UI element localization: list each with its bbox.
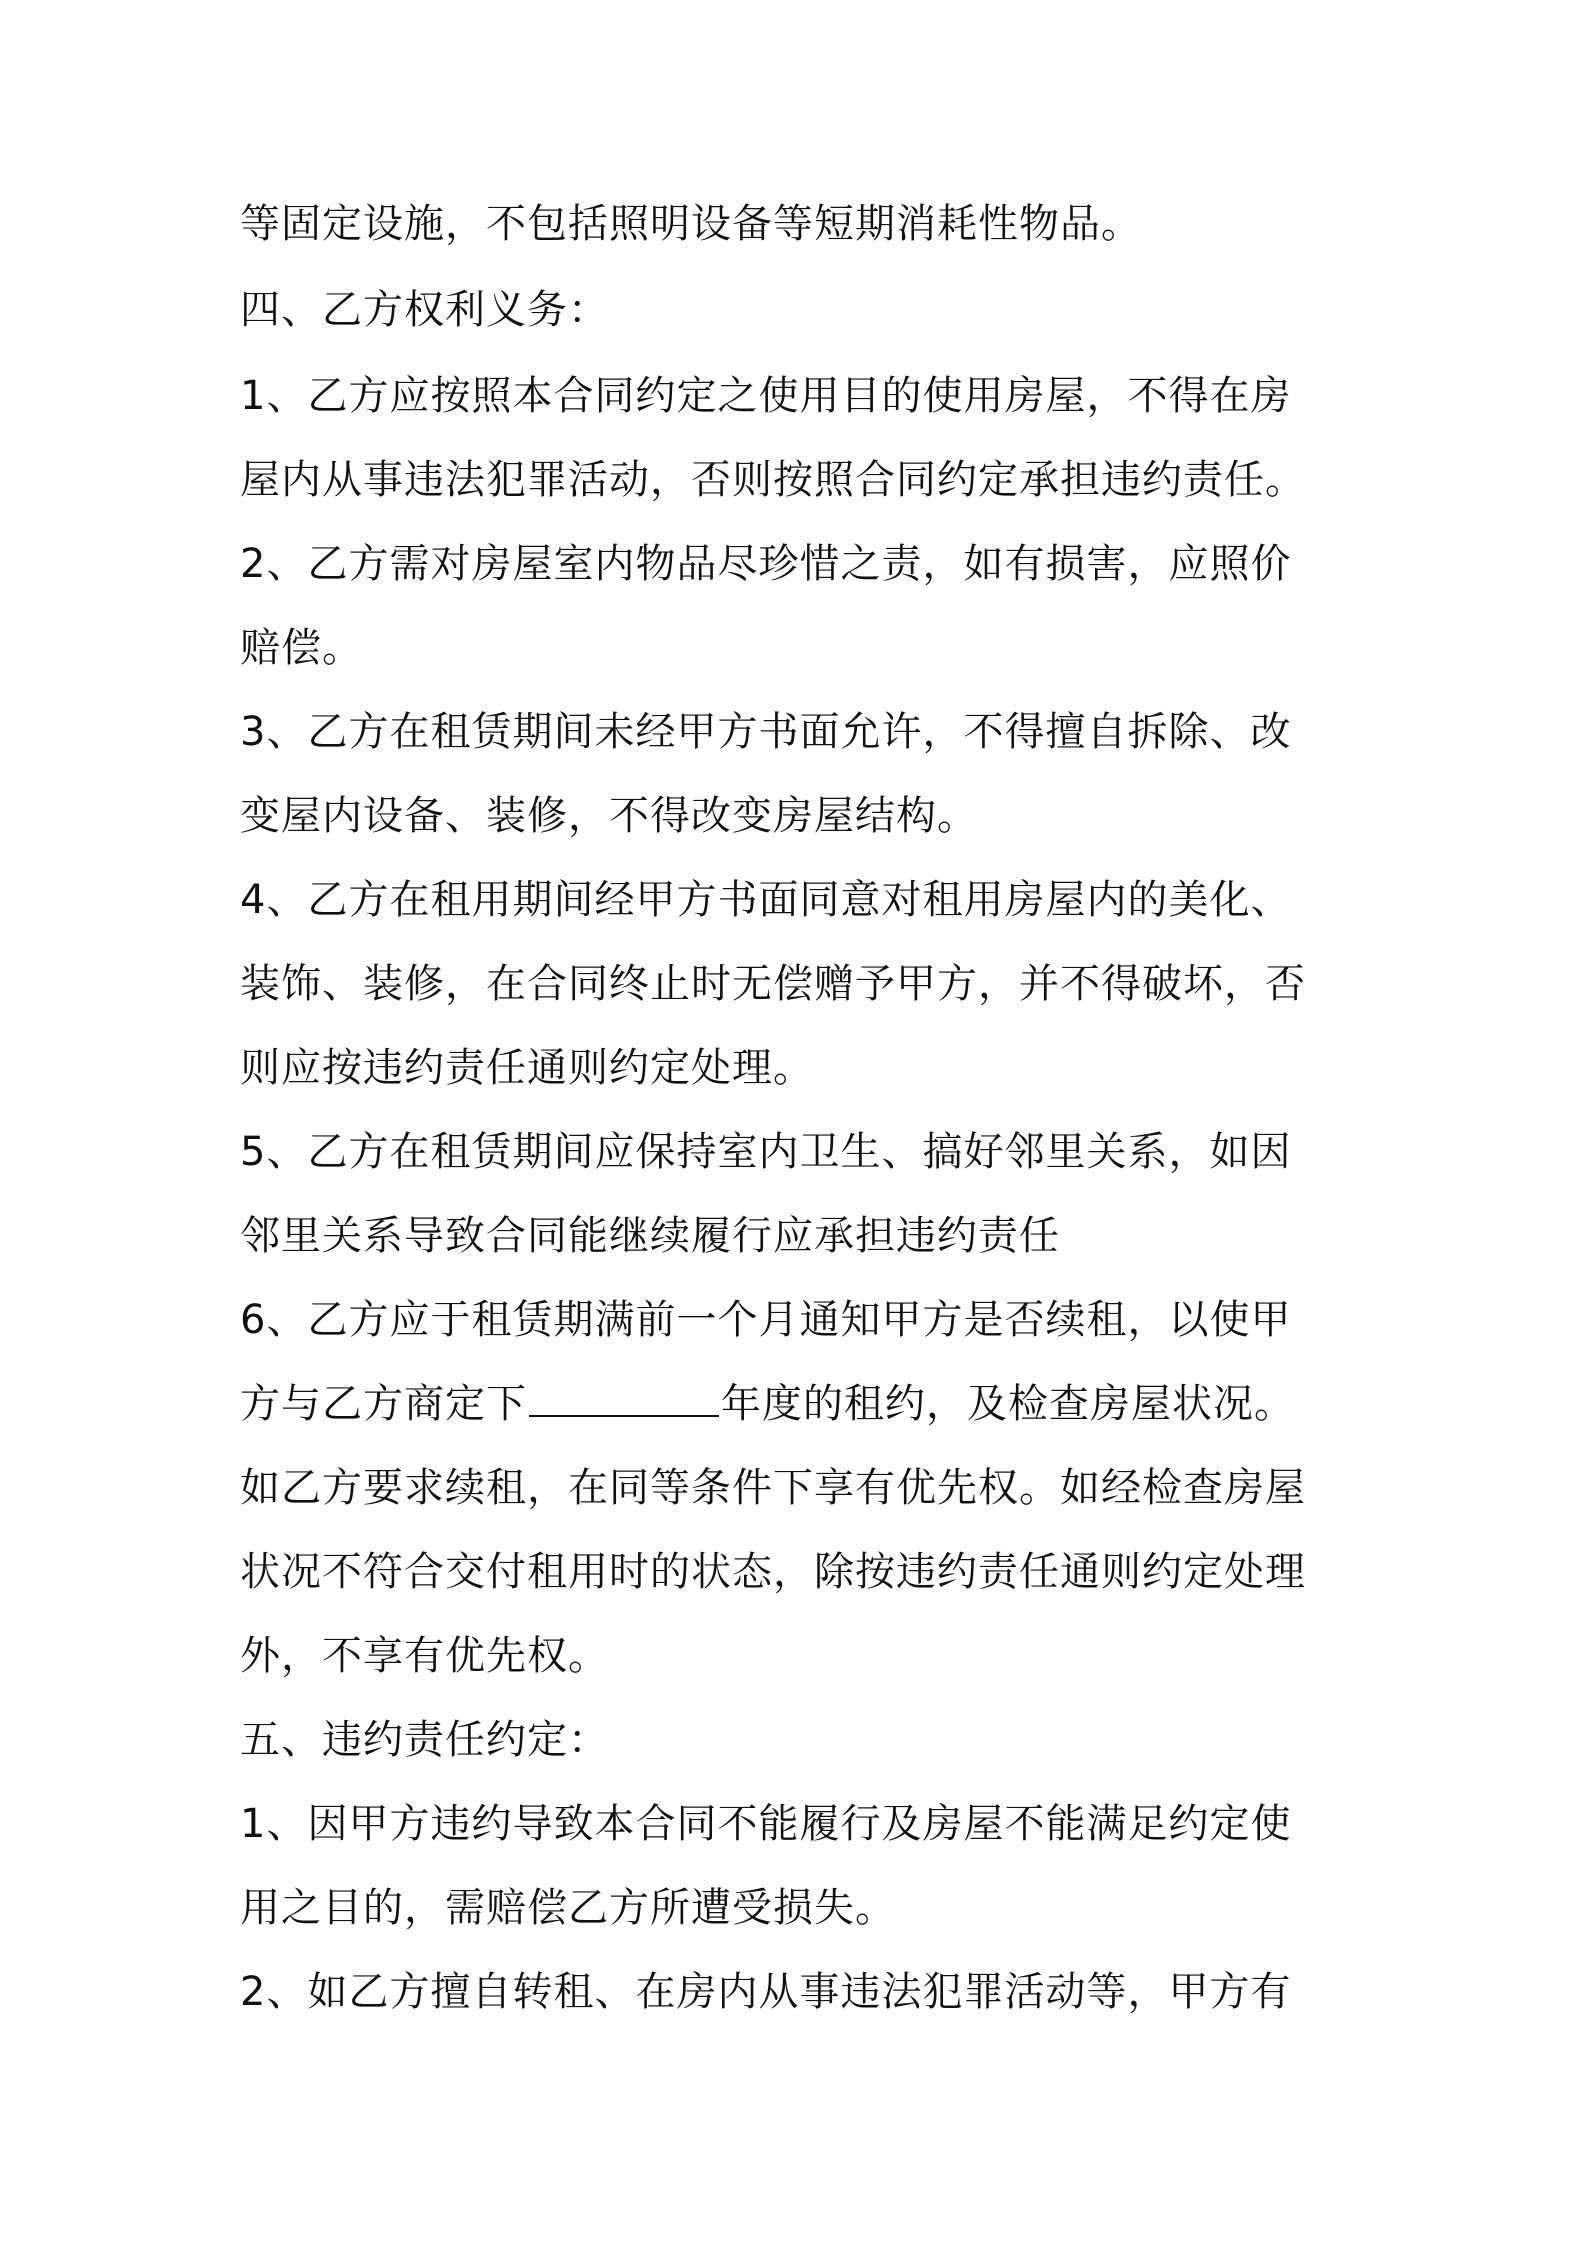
text-line: 4、乙方在租用期间经甲方书面同意对租用房屋内的美化、 [240,877,1292,923]
text-fragment: 方与乙方商定下 [240,1381,527,1427]
text-line: 5、乙方在租赁期间应保持室内卫生、搞好邻里关系，如因 [240,1129,1292,1175]
text-line: 2、乙方需对房屋室内物品尽珍惜之责，如有损害，应照价 [240,541,1292,587]
text-line: 屋内从事违法犯罪活动，否则按照合同约定承担违约责任。 [240,457,1306,503]
text-line: 如乙方要求续租，在同等条件下享有优先权。如经检查房屋 [240,1465,1306,1511]
text-line: 赔偿。 [240,625,363,671]
text-line: 1、乙方应按照本合同约定之使用目的使用房屋，不得在房 [240,373,1292,419]
text-line: 装饰、装修，在合同终止时无偿赠予甲方，并不得破坏，否 [240,961,1306,1007]
text-line: 2、如乙方擅自转租、在房内从事违法犯罪活动等，甲方有 [240,1969,1292,2015]
text-line-with-blank [240,1376,1360,1432]
text-line: 用之目的，需赔偿乙方所遭受损失。 [240,1885,896,1931]
text-line: 则应按违约责任通则约定处理。 [240,1045,814,1091]
text-line: 1、因甲方违约导致本合同不能履行及房屋不能满足约定使 [240,1801,1292,1847]
text-line: 邻里关系导致合同能继续履行应承担违约责任 [240,1213,1060,1259]
text-line: 等固定设施，不包括照明设备等短期消耗性物品。 [240,201,1142,247]
text-line: 外，不享有优先权。 [240,1633,609,1679]
fill-in-blank [529,1379,719,1417]
section-heading-five: 五、违约责任约定： [240,1717,609,1763]
section-heading-four: 四、乙方权利义务： [240,287,609,333]
text-line: 状况不符合交付租用时的状态，除按违约责任通则约定处理 [240,1549,1306,1595]
text-fragment: 年度的租约，及检查房屋状况。 [721,1381,1295,1427]
text-line: 6、乙方应于租赁期满前一个月通知甲方是否续租，以使甲 [240,1297,1292,1343]
text-line: 3、乙方在租赁期间未经甲方书面允许，不得擅自拆除、改 [240,709,1292,755]
text-line: 变屋内设备、装修，不得改变房屋结构。 [240,793,978,839]
